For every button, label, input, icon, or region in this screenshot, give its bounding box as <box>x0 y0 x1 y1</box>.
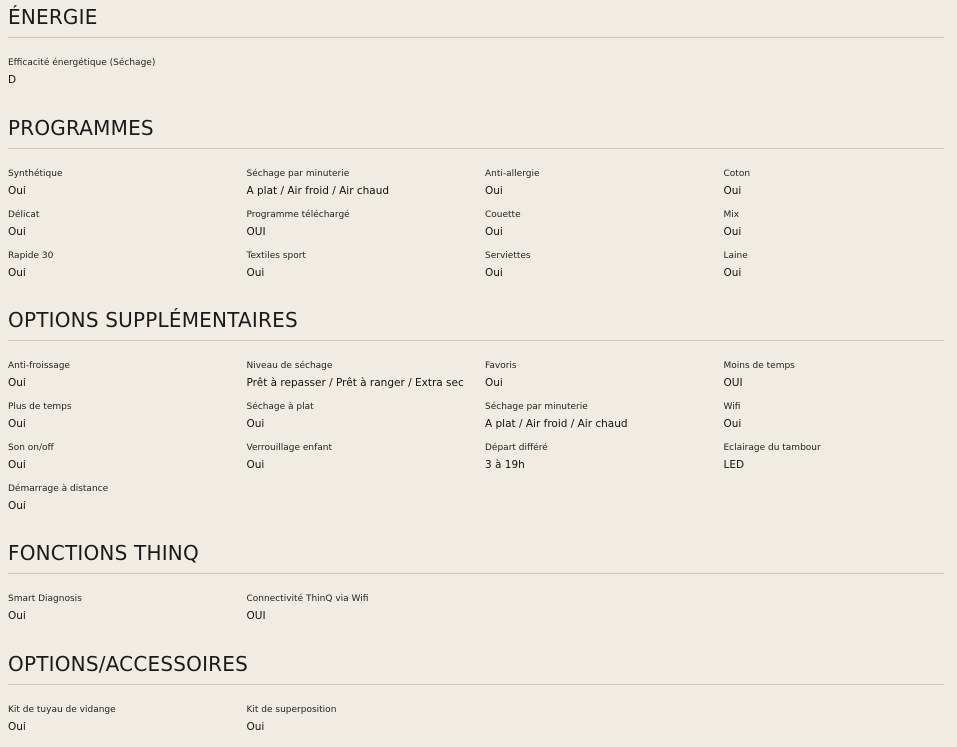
spec-grid <box>8 168 944 279</box>
spec-label: Séchage par minuterie <box>246 169 350 179</box>
spec-value: Oui <box>8 226 26 238</box>
spec-grid <box>8 593 944 622</box>
spec-item <box>8 704 247 733</box>
spec-item <box>8 401 247 430</box>
spec-item <box>724 442 944 471</box>
spec-label: Eclairage du tambour <box>723 443 821 453</box>
section-options-accessoires <box>8 650 944 733</box>
spec-value: Oui <box>246 267 265 279</box>
spec-value: Oui <box>723 267 742 279</box>
spec-item <box>247 401 486 430</box>
spec-value: Oui <box>723 226 742 238</box>
spec-value: Oui <box>246 721 265 733</box>
spec-value: A plat / Air froid / Air chaud <box>246 185 390 197</box>
spec-label: Séchage à plat <box>246 402 314 412</box>
section-title: FONCTIONS THINQ <box>8 541 199 565</box>
spec-label: Kit de tuyau de vidange <box>8 705 116 715</box>
spec-value: Oui <box>723 418 742 430</box>
spec-grid <box>8 704 944 733</box>
spec-item <box>485 209 724 238</box>
spec-label: Kit de superposition <box>246 705 337 715</box>
spec-item <box>8 250 247 279</box>
spec-item <box>8 57 247 86</box>
spec-value: Oui <box>246 418 265 430</box>
spec-value: Oui <box>8 721 26 733</box>
section-divider <box>8 573 944 574</box>
section-options-supplementaires <box>8 306 944 512</box>
section-energie <box>8 3 944 86</box>
spec-label: Connectivité ThinQ via Wifi <box>246 594 369 604</box>
spec-item <box>724 168 944 197</box>
spec-value: Oui <box>8 459 26 471</box>
spec-label: Coton <box>723 169 751 179</box>
section-title: OPTIONS SUPPLÉMENTAIRES <box>8 308 298 332</box>
spec-item <box>247 704 486 733</box>
spec-label: Rapide 30 <box>8 251 54 261</box>
section-divider <box>8 148 944 149</box>
spec-value: Oui <box>723 185 742 197</box>
spec-value: A plat / Air froid / Air chaud <box>485 418 628 430</box>
spec-value: Oui <box>8 377 26 389</box>
spec-item <box>8 483 247 512</box>
spec-value: Oui <box>485 226 503 238</box>
section-title: ÉNERGIE <box>8 5 98 29</box>
spec-label: Séchage par minuterie <box>485 402 588 412</box>
spec-item <box>485 401 724 430</box>
spec-item <box>247 168 486 197</box>
spec-value: Oui <box>485 267 503 279</box>
spec-grid <box>8 360 944 512</box>
spec-value: Oui <box>485 185 503 197</box>
spec-value: Oui <box>8 418 26 430</box>
spec-label: Son on/off <box>8 443 54 453</box>
section-divider <box>8 684 944 685</box>
spec-label: Niveau de séchage <box>246 361 333 371</box>
section-title: OPTIONS/ACCESSOIRES <box>8 652 249 676</box>
spec-value: Prêt à repasser / Prêt à ranger / Extra sec <box>246 377 464 389</box>
spec-value: D <box>8 74 17 86</box>
spec-label: Moins de temps <box>723 361 795 371</box>
spec-value: LED <box>723 459 745 471</box>
spec-label: Délicat <box>8 210 40 220</box>
spec-item <box>8 442 247 471</box>
spec-label: Favoris <box>485 361 517 371</box>
spec-value: 3 à 19h <box>485 459 525 471</box>
spec-label: Synthétique <box>8 169 63 179</box>
section-divider <box>8 37 944 38</box>
spec-value: OUI <box>246 226 266 238</box>
spec-label: Smart Diagnosis <box>8 594 82 604</box>
spec-label: Couette <box>485 210 521 220</box>
spec-item <box>485 442 724 471</box>
spec-value: Oui <box>8 267 26 279</box>
spec-label: Mix <box>723 210 740 220</box>
spec-item <box>247 250 486 279</box>
spec-item <box>247 593 486 622</box>
spec-item <box>247 360 486 389</box>
spec-label: Verrouillage enfant <box>246 443 333 453</box>
spec-value: Oui <box>485 377 503 389</box>
spec-item <box>485 360 724 389</box>
spec-label: Wifi <box>723 402 741 412</box>
section-fonctions-thinq <box>8 539 944 622</box>
spec-item <box>485 168 724 197</box>
spec-item <box>247 442 486 471</box>
section-title: PROGRAMMES <box>8 116 154 140</box>
spec-item <box>724 360 944 389</box>
spec-value: OUI <box>723 377 743 389</box>
spec-label: Laine <box>723 251 748 261</box>
spec-item <box>724 209 944 238</box>
spec-value: Oui <box>246 459 265 471</box>
spec-item <box>8 593 247 622</box>
spec-label: Serviettes <box>485 251 531 261</box>
spec-label: Anti-allergie <box>485 169 540 179</box>
spec-label: Plus de temps <box>8 402 72 412</box>
spec-item <box>8 209 247 238</box>
spec-value: OUI <box>246 610 266 622</box>
spec-item <box>8 360 247 389</box>
spec-label: Démarrage à distance <box>8 484 109 494</box>
spec-item <box>485 250 724 279</box>
spec-value: Oui <box>8 185 26 197</box>
section-divider <box>8 340 944 341</box>
spec-label: Textiles sport <box>246 251 306 261</box>
spec-label: Programme téléchargé <box>246 210 350 220</box>
spec-label: Efficacité énergétique (Séchage) <box>8 58 156 68</box>
spec-label: Départ différé <box>485 443 548 453</box>
spec-item <box>8 168 247 197</box>
section-programmes <box>8 114 944 279</box>
spec-item <box>724 250 944 279</box>
spec-item <box>724 401 944 430</box>
spec-label: Anti-froissage <box>8 361 70 371</box>
spec-grid <box>8 57 944 86</box>
spec-item <box>247 209 486 238</box>
spec-value: Oui <box>8 610 26 622</box>
spec-value: Oui <box>8 500 26 512</box>
